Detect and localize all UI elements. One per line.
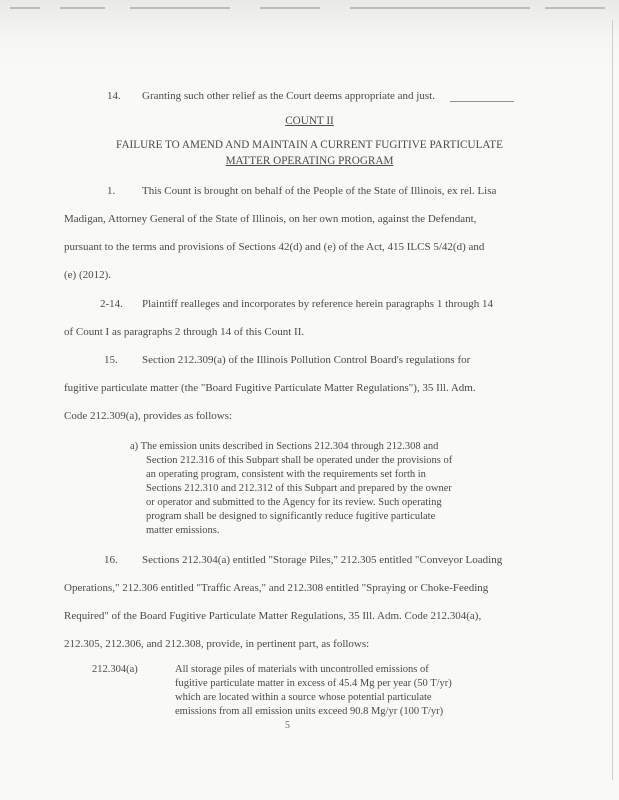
paragraph-line: of Count I as paragraphs 2 through 14 of this Count II. (64, 326, 305, 338)
paragraph-line: 212.305, 212.306, and 212.308, provide, in pertinent part, as follows: (64, 638, 370, 650)
quote-line: Section 212.316 of this Subpart shall be operated under the provisions of (146, 455, 453, 466)
scan-artifact (10, 7, 40, 9)
paragraph-line: This Count is brought on behalf of the People of the State of Illinois, ex rel. Lisa (142, 185, 497, 197)
quote-line: matter emissions. (146, 525, 220, 536)
scan-artifact (545, 7, 605, 9)
scan-header-shadow (0, 0, 619, 70)
quote-line: emissions from all emission units exceed 90.8 Mg/yr (100 T/yr) (175, 706, 444, 717)
signature-rule (450, 101, 514, 102)
paragraph-line: Operations," 212.306 entitled "Traffic Areas," and 212.308 entitled "Spraying or Choke-Feeding (64, 582, 489, 594)
scan-edge-line (612, 20, 613, 780)
paragraph-line: Code 212.309(a), provides as follows: (64, 410, 233, 422)
lead-number: 14. (107, 90, 121, 102)
count-label: COUNT II (285, 115, 334, 127)
count-title-line1: FAILURE TO AMEND AND MAINTAIN A CURRENT FUGITIVE PARTICULATE (116, 139, 503, 151)
paragraph-number: 15. (104, 354, 118, 366)
quote-line: All storage piles of materials with uncontrolled emissions of (175, 664, 429, 675)
count-title-line2: MATTER OPERATING PROGRAM (225, 155, 394, 167)
paragraph-line: fugitive particulate matter (the "Board Fugitive Particulate Matter Regulations"), 35 Ill. Adm. (64, 382, 476, 394)
quote-line: or operator and submitted to the Agency for its review. Such operating (146, 497, 442, 508)
paragraph-line: Madigan, Attorney General of the State of Illinois, on her own motion, against the Defendant, (64, 213, 477, 225)
page-number: 5 (285, 720, 290, 731)
scan-artifact (130, 7, 230, 9)
paragraph-line: Plaintiff realleges and incorporates by reference herein paragraphs 1 through 14 (142, 298, 494, 310)
paragraph-line: (e) (2012). (64, 269, 112, 281)
paragraph-number: 16. (104, 554, 118, 566)
paragraph-line: pursuant to the terms and provisions of Sections 42(d) and (e) of the Act, 415 ILCS 5/42(d) and (64, 241, 485, 253)
quote-line: Sections 212.310 and 212.312 of this Subpart and prepared by the owner (146, 483, 452, 494)
quote-cite: 212.304(a) (92, 664, 138, 675)
paragraph-line: Section 212.309(a) of the Illinois Pollution Control Board's regulations for (142, 354, 471, 366)
lead-text: Granting such other relief as the Court deems appropriate and just. (142, 90, 435, 102)
quote-line: which are located within a source whose potential particulate (175, 692, 432, 703)
paragraph-number: 2-14. (100, 298, 123, 310)
paragraph-line: Required" of the Board Fugitive Particulate Matter Regulations, 35 Ill. Adm. Code 212.304(a), (64, 610, 482, 622)
quote-line: program shall be designed to significantly reduce fugitive particulate (146, 511, 436, 522)
quote-line: fugitive particulate matter in excess of 45.4 Mg per year (50 T/yr) (175, 678, 452, 689)
scan-artifact (260, 7, 320, 9)
scan-artifact (350, 7, 530, 9)
quote-line: an operating program, consistent with the requirements set forth in (146, 469, 426, 480)
paragraph-number: 1. (107, 185, 116, 197)
paragraph-line: Sections 212.304(a) entitled "Storage Piles," 212.305 entitled "Conveyor Loading (142, 554, 503, 566)
scan-artifact (60, 7, 105, 9)
quote-line: a) The emission units described in Sections 212.304 through 212.308 and (130, 441, 439, 452)
